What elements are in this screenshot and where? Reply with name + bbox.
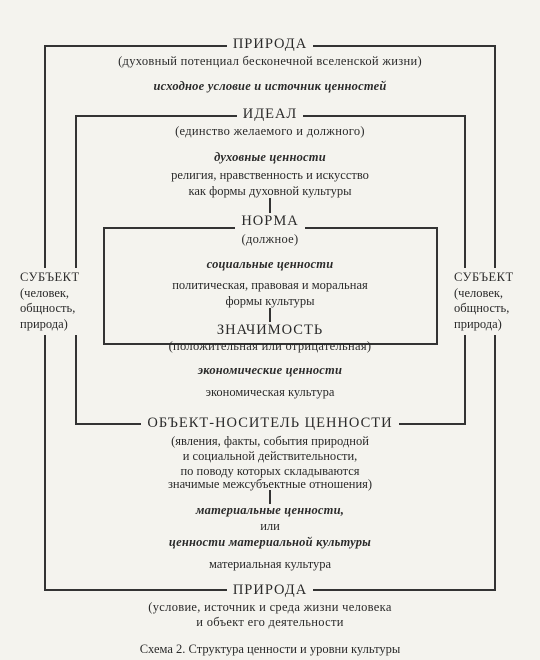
ideal-values: духовные ценности [214, 150, 326, 164]
subject-left [20, 268, 80, 335]
significance-values: экономические ценности [197, 363, 343, 377]
ideal-subtitle: (единство желаемого и должного) [175, 124, 365, 138]
figure-caption: Схема 2. Структура ценности и уровни культуры [139, 642, 401, 656]
ideal-culture-line1: религия, нравственность и искусство [171, 168, 369, 182]
norm-title: НОРМА [0, 213, 540, 230]
nature-bottom-title: ПРИРОДА [0, 582, 540, 599]
object-or: или [260, 519, 280, 533]
nature-bottom-line2: и объект его деятельности [196, 615, 344, 629]
subject-right-line3: природа) [454, 316, 502, 331]
connector-ideal-norm [269, 198, 271, 214]
significance-title: ЗНАЧИМОСТЬ [0, 322, 540, 339]
significance-subtitle: (положительная или отрицательная) [168, 339, 372, 353]
norm-values: социальные ценности [206, 257, 334, 271]
connector-object-material [269, 490, 271, 504]
ideal-culture-line2: как формы духовной культуры [188, 184, 352, 198]
subject-right-line2: общность, [454, 301, 510, 316]
subject-right [454, 268, 514, 335]
subject-left-line1: (человек, [20, 285, 70, 300]
significance-culture: экономическая культура [205, 385, 335, 399]
subject-left-title: СУБЪЕКТ [20, 270, 80, 284]
object-line4: значимые межсубъектные отношения) [167, 477, 373, 491]
nature-bottom-line1: (условие, источник и среда жизни человека [148, 600, 392, 614]
object-culture: материальная культура [208, 557, 332, 571]
object-values2: ценности материальной культуры [168, 535, 372, 549]
nature-top-subtitle: (духовный потенциал бесконечной вселенской жизни) [118, 54, 422, 68]
connector-norm-significance [269, 308, 271, 322]
object-line2: и социальной действительности, [182, 449, 358, 463]
norm-culture-line1: политическая, правовая и моральная [172, 278, 368, 292]
nature-top-title: ПРИРОДА [0, 36, 540, 53]
subject-right-title: СУБЪЕКТ [454, 270, 514, 284]
subject-right-line1: (человек, [454, 285, 504, 300]
object-values1: материальные ценности, [195, 503, 345, 517]
object-line3: по поводу которых складываются [180, 464, 360, 478]
subject-left-line2: общность, [20, 301, 76, 316]
norm-culture-line2: формы культуры [225, 294, 315, 308]
norm-subtitle: (должное) [241, 232, 299, 246]
ideal-title: ИДЕАЛ [0, 106, 540, 123]
object-line1: (явления, факты, события природной [171, 434, 369, 448]
object-title: ОБЪЕКТ-НОСИТЕЛЬ ЦЕННОСТИ [0, 415, 540, 432]
subject-left-line3: природа) [20, 316, 68, 331]
nature-top-values: исходное условие и источник ценностей [153, 79, 387, 93]
